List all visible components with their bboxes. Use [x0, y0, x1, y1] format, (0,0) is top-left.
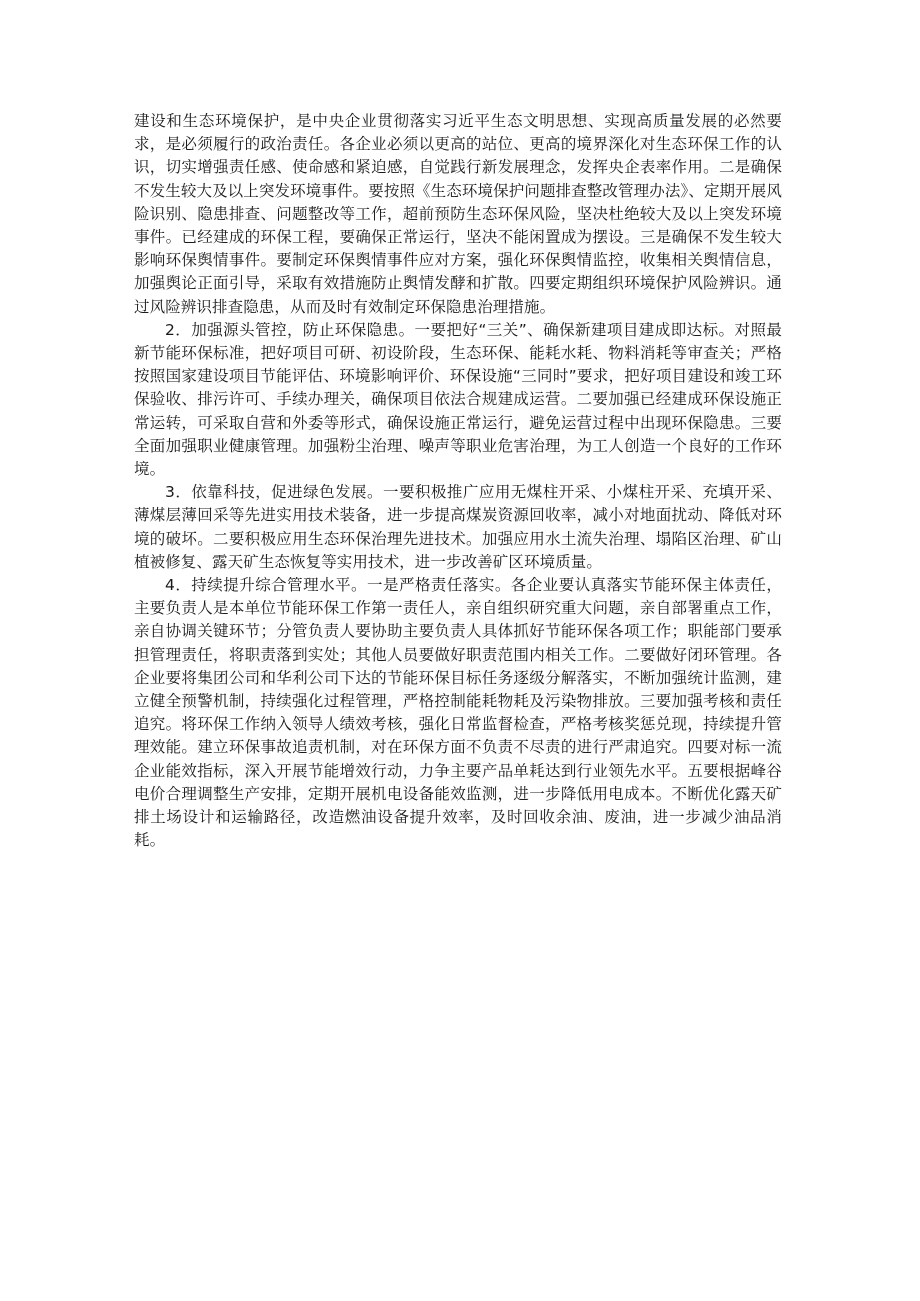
paragraph-section-3: 3．依靠科技，促进绿色发展。一要积极推广应用无煤柱开采、小煤柱开采、充填开采、薄煤层薄回采等先进实用技术装备，进一步提高煤炭资源回收率，减小对地面扰动、降低对环境的破坏。二要积极应用生态环保治理先进技术。加强应用水土流失治理、塌陷区治理、矿山植被修复、露天矿生态恢复等实用技术，进一步改善矿区环境质量。 [134, 483, 782, 571]
document-body [134, 110, 782, 853]
paragraph-section-4: 4．持续提升综合管理水平。一是严格责任落实。各企业要认真落实节能环保主体责任，主要负责人是本单位节能环保工作第一责任人，亲自组织研究重大问题，亲自部署重点工作，亲自协调关键环节；分管负责人要协助主要负责人具体抓好节能环保各项工作；职能部门要承担管理责任，将职责落到实处；其他人员要做好职责范围内相关工作。二要做好闭环管理。各企业要将集团公司和华利公司下达的节能环保目标任务逐级分解落实，不断加强统计监测，建立健全预警机制，持续强化过程管理，严格控制能耗物耗及污染物排放。三要加强考核和责任追究。将环保工作纳入领导人绩效考核，强化日常监督检查，严格考核奖惩兑现，持续提升管理效能。建立环保事故追责机制，对在环保方面不负责不尽责的进行严肃追究。四要对标一流企业能效指标，深入开展节能增效行动，力争主要产品单耗达到行业领先水平。五要根据峰谷电价合理调整生产安排，定期开展机电设备能效监测，进一步降低用电成本。不断优化露天矿排土场设计和运输路径，改造燃油设备提升效率，及时回收余油、废油，进一步减少油品消耗。 [134, 576, 782, 850]
paragraph-section-2: 2．加强源头管控，防止环保隐患。一要把好“三关”、确保新建项目建成即达标。对照最新节能环保标准，把好项目可研、初设阶段，生态环保、能耗水耗、物料消耗等审查关；严格按照国家建设项目节能评估、环境影响评价、环保设施“三同时”要求，把好项目建设和竣工环保验收、排污许可、手续办理关，确保项目依法合规建成运营。二要加强已经建成环保设施正常运转，可采取自营和外委等形式，确保设施正常运行，避免运营过程中出现环保隐患。三要全面加强职业健康管理。加强粉尘治理、噪声等职业危害治理，为工人创造一个良好的工作环境。 [134, 320, 782, 479]
paragraph-continuation: 建设和生态环境保护，是中央企业贯彻落实习近平生态文明思想、实现高质量发展的必然要求，是必须履行的政治责任。各企业必须以更高的站位、更高的境界深化对生态环保工作的认识，切实增强责任感、使命感和紧迫感，自觉践行新发展理念，发挥央企表率作用。二是确保不发生较大及以上突发环境事件。要按照《生态环境保护问题排查整改管理办法》、定期开展风险识别、隐患排查、问题整改等工作，超前预防生态环保风险，坚决杜绝较大及以上突发环境事件。已经建成的环保工程，要确保正常运行，坚决不能闲置成为摆设。三是确保不发生较大影响环保舆情事件。要制定环保舆情事件应对方案，强化环保舆情监控，收集相关舆情信息，加强舆论正面引导，采取有效措施防止舆情发酵和扩散。四要定期组织环境保护风险辨识。通过风险辨识排查隐患，从而及时有效制定环保隐患治理措施。 [134, 112, 782, 316]
